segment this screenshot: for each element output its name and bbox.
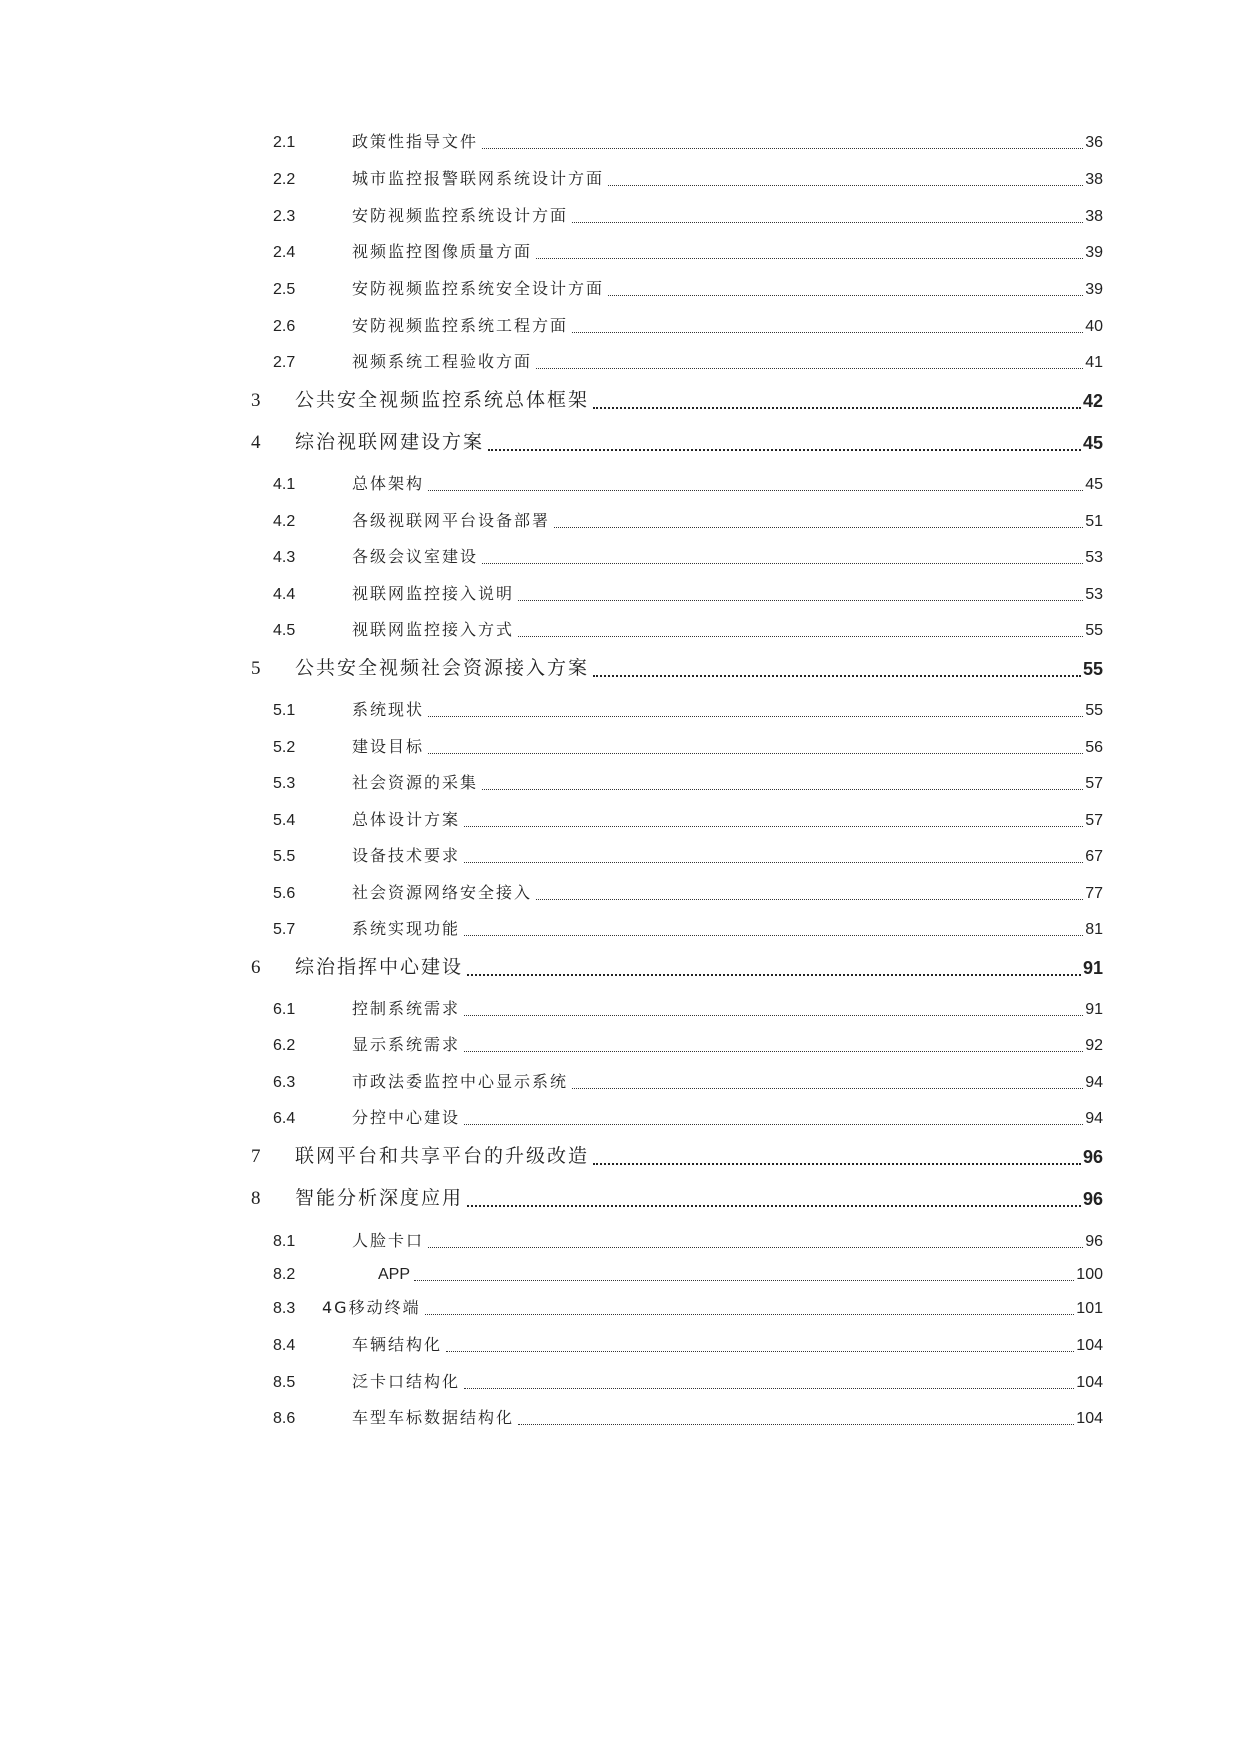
toc-entry-page-number: 57 — [1085, 775, 1103, 792]
toc-section-entry[interactable] — [0, 273, 1241, 303]
toc-entry-page-number: 40 — [1085, 318, 1103, 335]
toc-entry-number: 6.3 — [273, 1074, 296, 1091]
toc-section-entry[interactable] — [0, 877, 1241, 907]
toc-entry-title: 综治指挥中心建设 — [295, 956, 464, 978]
toc-entry-title: 公共安全视频社会资源接入方案 — [295, 657, 590, 679]
toc-entry-page-number: 101 — [1076, 1300, 1103, 1317]
toc-entry-title: 各级会议室建设 — [352, 547, 479, 566]
toc-section-entry[interactable] — [0, 1292, 1241, 1322]
toc-dot-leader — [428, 490, 1083, 491]
toc-dot-leader — [536, 368, 1083, 369]
toc-entry-page-number: 104 — [1076, 1374, 1103, 1391]
toc-section-entry[interactable] — [0, 1102, 1241, 1132]
toc-dot-leader — [425, 1314, 1074, 1315]
toc-entry-number: 5.1 — [273, 702, 296, 719]
toc-entry-page-number: 92 — [1085, 1037, 1103, 1054]
toc-entry-page-number: 56 — [1085, 739, 1103, 756]
toc-entry-title: 智能分析深度应用 — [295, 1187, 464, 1209]
toc-dot-leader — [482, 563, 1083, 564]
toc-dot-leader — [518, 600, 1083, 601]
toc-entry-page-number: 45 — [1082, 433, 1103, 453]
toc-entry-page-number: 94 — [1085, 1074, 1103, 1091]
toc-entry-title: 控制系统需求 — [352, 999, 461, 1018]
toc-dot-leader — [518, 636, 1083, 637]
toc-entry-number: 2.1 — [273, 134, 296, 151]
toc-section-entry[interactable] — [0, 1029, 1241, 1059]
toc-entry-page-number: 96 — [1082, 1147, 1103, 1167]
toc-dot-leader — [428, 753, 1083, 754]
toc-section-entry[interactable] — [0, 840, 1241, 870]
toc-section-entry[interactable] — [0, 126, 1241, 156]
toc-dot-leader — [467, 974, 1081, 976]
toc-section-entry[interactable] — [0, 1402, 1241, 1432]
toc-entry-page-number: 41 — [1085, 354, 1103, 371]
toc-entry-title: APP — [378, 1266, 411, 1283]
toc-dot-leader — [428, 1247, 1083, 1248]
toc-section-entry[interactable] — [0, 767, 1241, 797]
toc-entry-number: 2.6 — [273, 318, 296, 335]
toc-entry-page-number: 91 — [1085, 1001, 1103, 1018]
toc-section-entry[interactable] — [0, 578, 1241, 608]
toc-section-entry[interactable] — [0, 804, 1241, 834]
toc-entry-page-number: 57 — [1085, 812, 1103, 829]
toc-section-entry[interactable] — [0, 346, 1241, 376]
toc-entry-number: 5.7 — [273, 921, 296, 938]
toc-entry-number: 8.4 — [273, 1337, 296, 1354]
toc-chapter-entry[interactable] — [0, 386, 1241, 416]
toc-entry-title: 建设目标 — [352, 737, 425, 756]
toc-entry-number: 8.6 — [273, 1410, 296, 1427]
toc-dot-leader — [464, 1388, 1074, 1389]
toc-entry-title: 政策性指导文件 — [352, 132, 479, 151]
toc-entry-number: 4.5 — [273, 622, 296, 639]
toc-entry-number: 6.2 — [273, 1037, 296, 1054]
toc-section-entry[interactable] — [0, 236, 1241, 266]
toc-entry-number: 3 — [251, 390, 261, 411]
toc-entry-title: 安防视频监控系统工程方面 — [352, 316, 569, 335]
toc-section-entry[interactable] — [0, 1258, 1241, 1288]
toc-entry-title: 安防视频监控系统安全设计方面 — [352, 279, 605, 298]
toc-entry-number: 8.5 — [273, 1374, 296, 1391]
toc-entry-page-number: 104 — [1076, 1410, 1103, 1427]
toc-entry-page-number: 91 — [1082, 958, 1103, 978]
toc-entry-title: 总体架构 — [352, 474, 425, 493]
toc-dot-leader — [464, 935, 1083, 936]
toc-dot-leader — [572, 222, 1083, 223]
toc-dot-leader — [593, 1163, 1081, 1165]
toc-entry-page-number: 45 — [1085, 476, 1103, 493]
toc-section-entry[interactable] — [0, 614, 1241, 644]
toc-entry-title: 联网平台和共享平台的升级改造 — [295, 1145, 590, 1167]
toc-entry-number: 7 — [251, 1146, 261, 1167]
toc-entry-page-number: 81 — [1085, 921, 1103, 938]
toc-entry-title: 市政法委监控中心显示系统 — [352, 1072, 569, 1091]
toc-entry-number: 5.5 — [273, 848, 296, 865]
toc-dot-leader — [572, 1088, 1083, 1089]
toc-entry-page-number: 55 — [1085, 622, 1103, 639]
toc-section-entry[interactable] — [0, 505, 1241, 535]
toc-section-entry[interactable] — [0, 163, 1241, 193]
toc-entry-title: 系统实现功能 — [352, 919, 461, 938]
toc-dot-leader — [467, 1205, 1081, 1207]
toc-entry-number: 6 — [251, 957, 261, 978]
toc-entry-number: 8.3 — [273, 1300, 296, 1317]
toc-entry-number: 6.1 — [273, 1001, 296, 1018]
toc-entry-title: 车型车标数据结构化 — [352, 1408, 515, 1427]
toc-entry-page-number: 55 — [1085, 702, 1103, 719]
toc-chapter-entry[interactable] — [0, 428, 1241, 458]
toc-entry-page-number: 94 — [1085, 1110, 1103, 1127]
toc-dot-leader — [464, 826, 1083, 827]
toc-entry-title: 设备技术要求 — [352, 846, 461, 865]
toc-entry-page-number: 51 — [1085, 513, 1103, 530]
toc-entry-title: 显示系统需求 — [352, 1035, 461, 1054]
toc-dot-leader — [464, 1015, 1083, 1016]
toc-entry-number: 5 — [251, 658, 261, 679]
toc-section-entry[interactable] — [0, 1225, 1241, 1255]
toc-dot-leader — [572, 332, 1083, 333]
toc-entry-number: 2.3 — [273, 208, 296, 225]
toc-section-entry[interactable] — [0, 541, 1241, 571]
toc-entry-number: 4.4 — [273, 586, 296, 603]
toc-entry-page-number: 39 — [1085, 281, 1103, 298]
toc-entry-page-number: 53 — [1085, 549, 1103, 566]
toc-section-entry[interactable] — [0, 468, 1241, 498]
toc-entry-number: 8.1 — [273, 1233, 296, 1250]
toc-dot-leader — [464, 862, 1083, 863]
toc-entry-title: 社会资源的采集 — [352, 773, 479, 792]
toc-entry-page-number: 96 — [1082, 1189, 1103, 1209]
toc-section-entry[interactable] — [0, 993, 1241, 1023]
toc-dot-leader — [482, 789, 1083, 790]
toc-entry-number: 6.4 — [273, 1110, 296, 1127]
toc-entry-number: 4.1 — [273, 476, 296, 493]
toc-dot-leader — [608, 295, 1083, 296]
toc-dot-leader — [464, 1124, 1083, 1125]
toc-section-entry[interactable] — [0, 200, 1241, 230]
toc-entry-title: 泛卡口结构化 — [352, 1372, 461, 1391]
toc-entry-page-number: 39 — [1085, 244, 1103, 261]
toc-entry-page-number: 77 — [1085, 885, 1103, 902]
toc-entry-page-number: 104 — [1076, 1337, 1103, 1354]
toc-entry-page-number: 42 — [1082, 391, 1103, 411]
toc-chapter-entry[interactable] — [0, 654, 1241, 684]
toc-entry-number: 5.4 — [273, 812, 296, 829]
toc-section-entry[interactable] — [0, 913, 1241, 943]
toc-entry-page-number: 67 — [1085, 848, 1103, 865]
toc-dot-leader — [414, 1280, 1074, 1281]
toc-entry-number: 4 — [251, 432, 261, 453]
toc-entry-title: 综治视联网建设方案 — [295, 431, 485, 453]
toc-entry-number: 4.3 — [273, 549, 296, 566]
toc-entry-number: 5.6 — [273, 885, 296, 902]
toc-dot-leader — [536, 899, 1083, 900]
toc-entry-page-number: 38 — [1085, 171, 1103, 188]
toc-entry-title: 社会资源网络安全接入 — [352, 883, 533, 902]
toc-chapter-entry[interactable] — [0, 953, 1241, 983]
toc-dot-leader — [488, 449, 1081, 451]
toc-dot-leader — [608, 185, 1083, 186]
toc-entry-number: 2.4 — [273, 244, 296, 261]
toc-dot-leader — [428, 716, 1083, 717]
toc-entry-title: 视联网监控接入说明 — [352, 584, 515, 603]
toc-dot-leader — [518, 1424, 1074, 1425]
toc-entry-number: 5.2 — [273, 739, 296, 756]
toc-entry-title: 人脸卡口 — [352, 1231, 425, 1250]
toc-dot-leader — [482, 148, 1083, 149]
toc-entry-number: 4.2 — [273, 513, 296, 530]
toc-dot-leader — [446, 1351, 1074, 1352]
toc-dot-leader — [464, 1051, 1083, 1052]
toc-entry-page-number: 55 — [1082, 659, 1103, 679]
toc-entry-title: 各级视联网平台设备部署 — [352, 511, 551, 530]
toc-entry-title: 安防视频监控系统设计方面 — [352, 206, 569, 225]
toc-entry-page-number: 53 — [1085, 586, 1103, 603]
toc-section-entry[interactable] — [0, 731, 1241, 761]
toc-chapter-entry[interactable] — [0, 1142, 1241, 1172]
toc-entry-number: 5.3 — [273, 775, 296, 792]
toc-entry-page-number: 100 — [1076, 1266, 1103, 1283]
toc-entry-title: 视频监控图像质量方面 — [352, 242, 533, 261]
toc-entry-number: 2.7 — [273, 354, 296, 371]
toc-section-entry[interactable] — [0, 1366, 1241, 1396]
toc-section-entry[interactable] — [0, 1329, 1241, 1359]
toc-section-entry[interactable] — [0, 694, 1241, 724]
toc-entry-title: 系统现状 — [352, 700, 425, 719]
toc-section-entry[interactable] — [0, 1066, 1241, 1096]
toc-entry-number: 8.2 — [273, 1266, 296, 1283]
toc-entry-title: 4G移动终端 — [322, 1298, 421, 1317]
toc-entry-number: 2.2 — [273, 171, 296, 188]
toc-dot-leader — [536, 258, 1083, 259]
toc-entry-number: 2.5 — [273, 281, 296, 298]
toc-entry-title: 总体设计方案 — [352, 810, 461, 829]
toc-entry-number: 8 — [251, 1188, 261, 1209]
toc-entry-title: 视联网监控接入方式 — [352, 620, 515, 639]
toc-entry-page-number: 36 — [1085, 134, 1103, 151]
toc-entry-title: 公共安全视频监控系统总体框架 — [295, 389, 590, 411]
toc-section-entry[interactable] — [0, 310, 1241, 340]
toc-entry-title: 分控中心建设 — [352, 1108, 461, 1127]
toc-entry-title: 城市监控报警联网系统设计方面 — [352, 169, 605, 188]
toc-dot-leader — [554, 527, 1083, 528]
toc-entry-title: 车辆结构化 — [352, 1335, 443, 1354]
toc-entry-page-number: 38 — [1085, 208, 1103, 225]
toc-dot-leader — [593, 407, 1081, 409]
toc-entry-page-number: 96 — [1085, 1233, 1103, 1250]
toc-entry-title: 视频系统工程验收方面 — [352, 352, 533, 371]
toc-dot-leader — [593, 675, 1081, 677]
toc-chapter-entry[interactable] — [0, 1184, 1241, 1214]
